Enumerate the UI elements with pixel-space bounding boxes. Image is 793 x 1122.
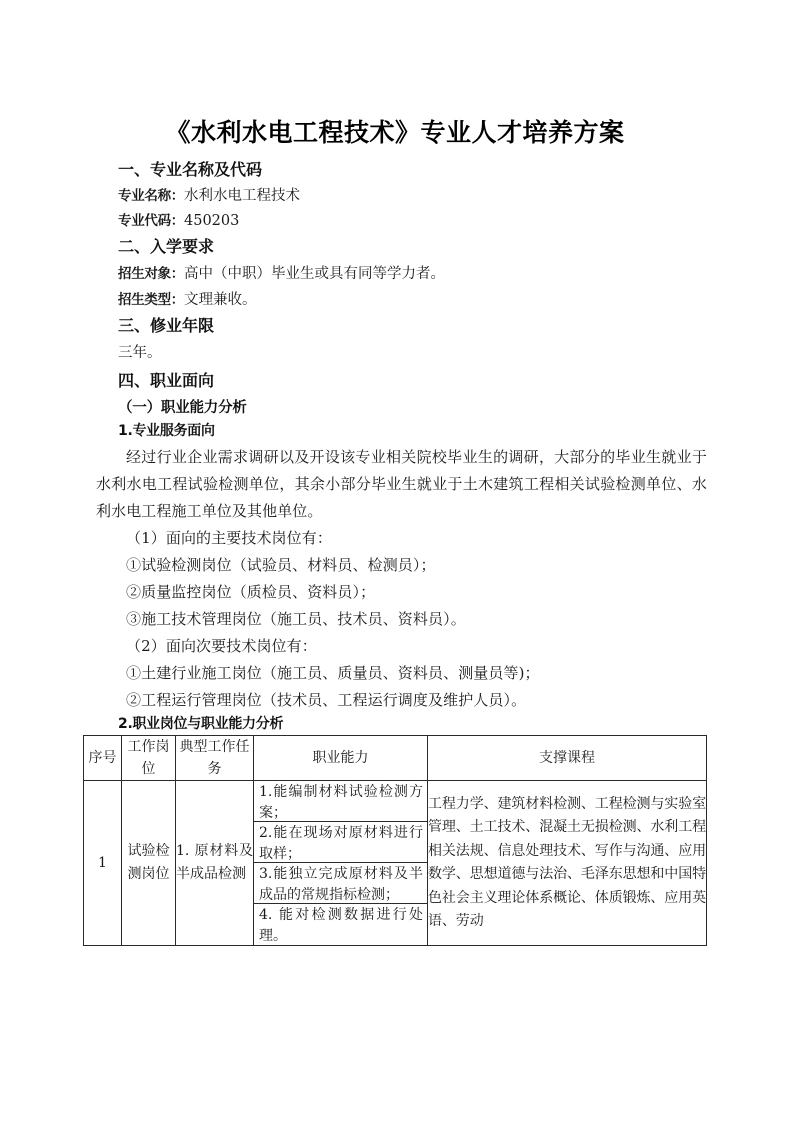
document-content [83,0,707,946]
section-heading-2: 二、入学要求 [118,237,215,256]
field-label: 专业名称： [118,188,184,204]
field-major-code [83,214,707,229]
field-value: 高中（中职）毕业生或具有同等学力者。 [184,266,445,282]
cell-abilities [254,781,428,946]
table-row [84,781,707,946]
table-header-seq: 序号 [84,736,122,781]
section-heading-1: 一、专业名称及代码 [118,160,263,179]
ability-item: 1.能编制材料试验检测方案； [254,781,427,822]
ability-list [254,781,427,945]
service-orientation-paragraph: 经过行业企业需求调研以及开设该专业相关院校毕业生的调研，大部分的毕业生就业于水利水电工程试验检测单位，其余小部分毕业生就业于土木建筑工程相关试验检测单位、水利水电工程施工单位及其他单位。 [96,448,707,520]
field-label: 专业代码： [118,212,184,229]
field-admission-target [83,267,707,282]
secondary-posts-lead: （2）面向次要技术岗位有： [126,637,317,655]
list-item: ①土建行业施工岗位（施工员、质量员、资料员、测量员等)； [126,664,540,682]
ability-item: 3.能独立完成原材料及半成品的常规指标检测； [254,863,427,904]
table-header-row [84,736,707,781]
field-value: 水利水电工程技术 [184,188,300,204]
subsection-heading-career-ability: （一）职业能力分析 [118,399,247,416]
field-label: 招生类型： [118,291,184,308]
section-heading-4: 四、职业面向 [118,370,215,390]
study-duration-text: 三年。 [118,345,162,361]
job-ability-table-wrap [83,735,707,946]
page-title: 《水利水电工程技术》专业人才培养方案 [165,118,625,147]
cell-task: 1. 原材料及半成品检测 [176,781,254,946]
list-item: ②质量监控岗位（质检员、资料员）； [126,583,376,601]
field-major-name [83,189,707,204]
subsection-heading-post-ability-analysis: 2.职业岗位与职业能力分析 [118,716,284,732]
cell-courses: 工程力学、建筑材料检测、工程检测与实验室管理、土工技术、混凝土无损检测、水利工程相关法规、信息处理技术、写作与沟通、应用数学、思想道德与法治、毛泽东思想和中国特色社会主义理论体系概论、体质锻炼、应用英语、劳动 [428,781,707,946]
subsection-heading-service-orientation: 1.专业服务面向 [118,423,215,439]
field-label: 招生对象： [118,266,184,282]
table-header-courses: 支撑课程 [428,736,707,781]
job-ability-table [83,735,707,946]
list-item: ③施工技术管理岗位（施工员、技术员、资料员）。 [126,610,466,628]
list-item: ②工程运行管理岗位（技术员、工程运行调度及维护人员）。 [126,691,527,709]
table-header-task: 典型工作任务 [176,736,254,781]
spacer [83,334,707,346]
primary-posts-lead: （1）面向的主要技术岗位有： [126,529,332,547]
field-value: 450203 [184,212,240,229]
cell-seq: 1 [84,781,122,946]
spacer [83,389,707,401]
ability-item: 4. 能对检测数据进行处理。 [259,907,423,944]
table-header-ability: 职业能力 [254,736,428,781]
cell-post: 试验检测岗位 [122,781,176,946]
field-value: 文理兼收。 [184,291,257,308]
table-header-post: 工作岗位 [122,736,176,781]
section-heading-3: 三、修业年限 [118,316,215,335]
ability-item: 2.能在现场对原材料进行取样； [254,822,427,863]
field-admission-type [83,293,707,308]
list-item: ①试验检测岗位（试验员、材料员、检测员）； [126,556,436,574]
